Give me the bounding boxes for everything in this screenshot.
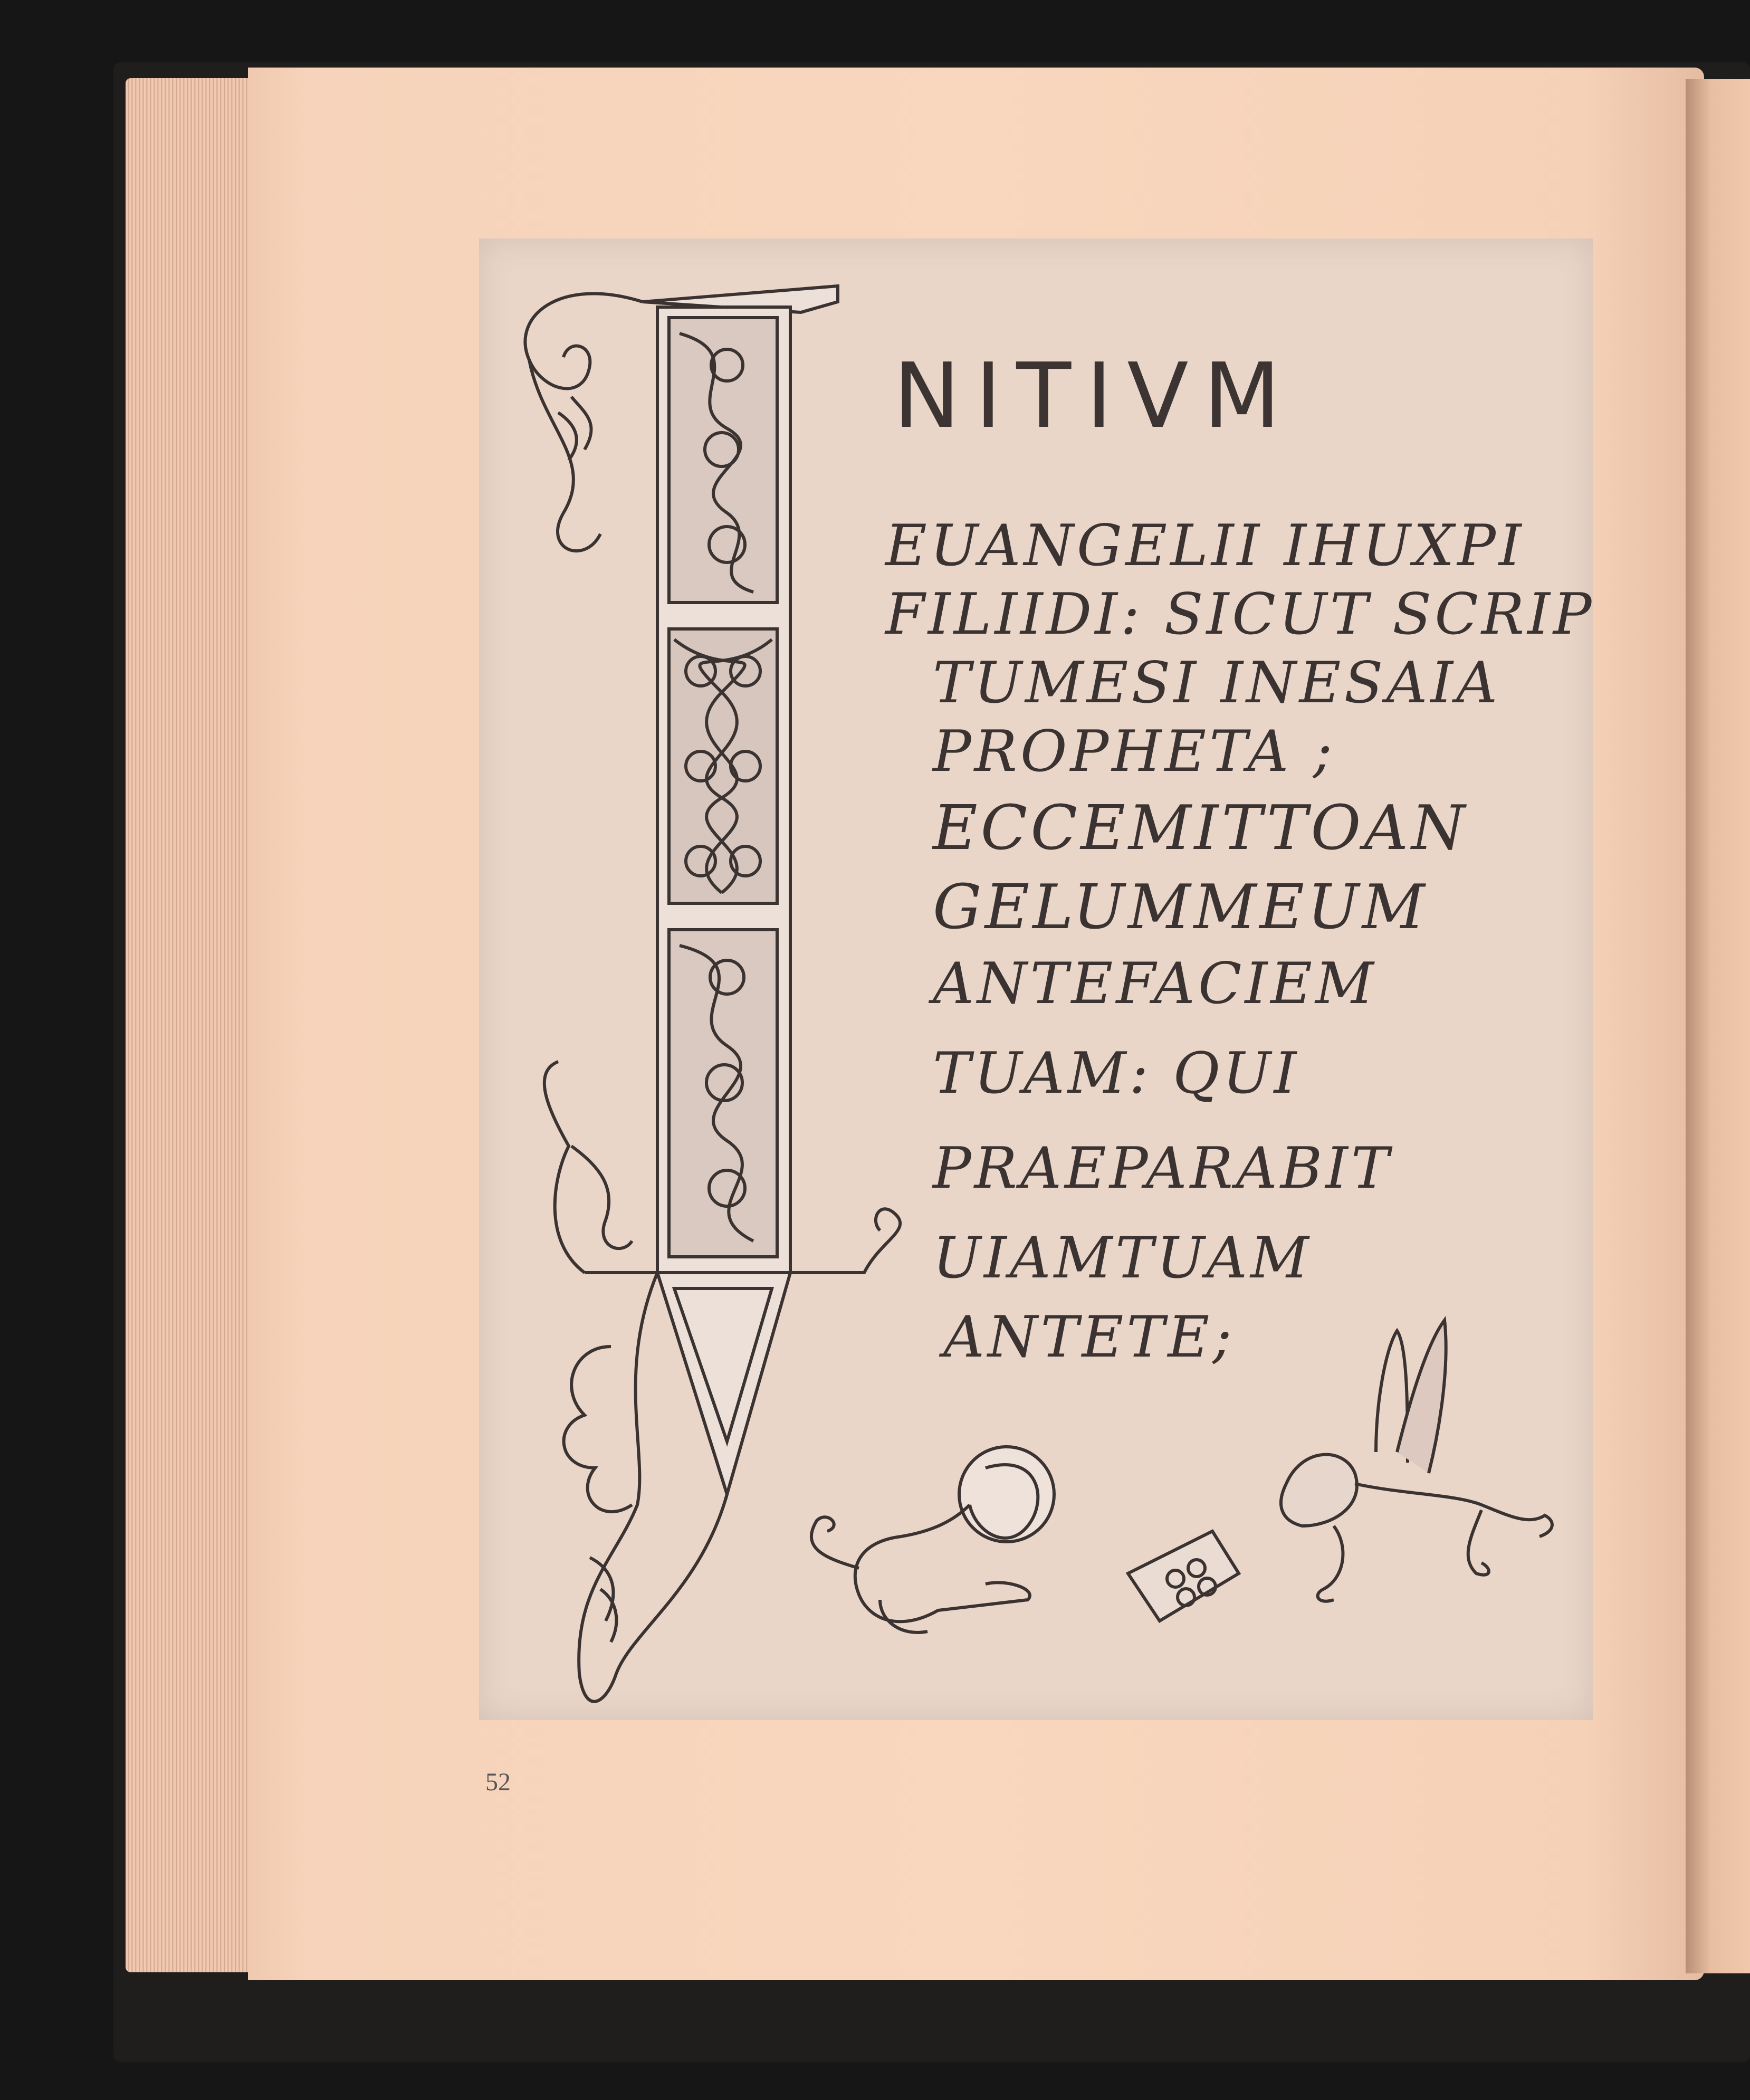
text-line-6: GELUMMEUM — [933, 872, 1428, 943]
winged-lion-icon — [1281, 1320, 1552, 1601]
text-line-11: ANTETE; — [943, 1304, 1235, 1370]
text-line-9: PRAEPARABIT — [933, 1135, 1392, 1201]
text-line-2: FILIIDI: SICUT SCRIP — [885, 581, 1595, 647]
animals-illustration — [479, 238, 1593, 1720]
text-line-5: ECCEMITTOAN — [933, 793, 1468, 864]
book-icon — [1128, 1531, 1239, 1621]
text-line-10: UIAMTUAM — [933, 1225, 1312, 1291]
text-line-7: ANTEFACIEM — [933, 951, 1377, 1017]
text-line-4: PROPHETA ; — [933, 719, 1336, 785]
text-line-3: TUMESI INESAIA — [933, 650, 1501, 716]
facing-page-edge — [1686, 79, 1750, 1973]
page-number: 52 — [485, 1768, 511, 1796]
text-line-1: EUANGELII IHUXPI — [885, 513, 1525, 579]
manuscript-plate — [479, 238, 1593, 1720]
lion-icon — [811, 1447, 1054, 1633]
text-line-8: TUAM: QUI — [933, 1041, 1300, 1106]
incipit-title: NITIVM — [893, 344, 1296, 448]
